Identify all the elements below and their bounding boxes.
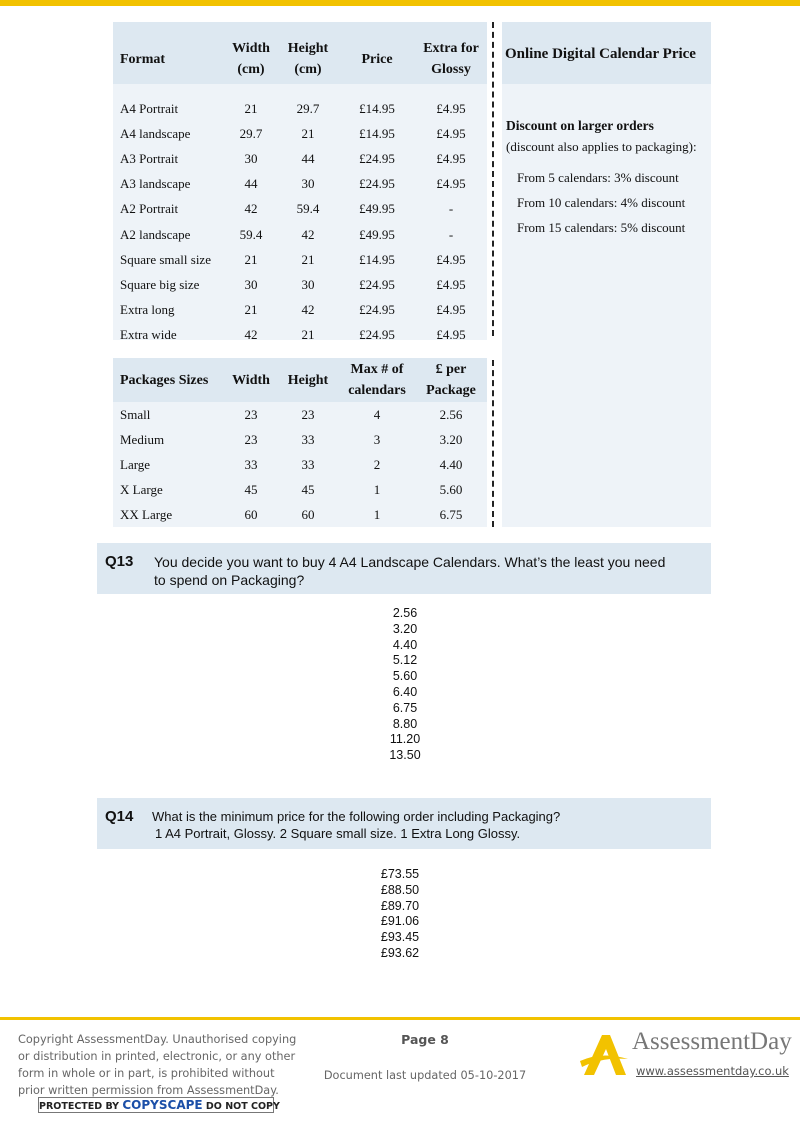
answer-option[interactable]: 2.56 [392, 606, 418, 620]
answer-option[interactable]: 5.12 [392, 653, 418, 668]
answer-option[interactable]: 5.60 [392, 669, 418, 684]
website-link[interactable]: www.assessmentday.co.uk [636, 1064, 789, 1078]
copyscape-badge[interactable]: PROTECTED BY COPYSCAPE DO NOT COPY [39, 1098, 280, 1112]
list-item: From 10 calendars: 4% discount [517, 195, 686, 210]
q13-answer-options [345, 606, 465, 764]
table-row: Medium 23 33 3 3.20 [120, 431, 463, 447]
packages-table [113, 358, 487, 528]
footer-accent-line [0, 1017, 800, 1020]
question-text: What is the minimum price for the following order including Packaging? 1 A4 Portrait, Glossy. 2 Square small size. 1 Extra Long Glossy. [152, 809, 561, 841]
table-row: Extra long 21 42 £24.95 £4.95 [120, 302, 466, 318]
table-row: Square big size 30 30 £24.95 £4.95 [120, 276, 466, 292]
page-number: Page 8 [401, 1032, 449, 1047]
col-format: Format [120, 51, 166, 67]
table-row: Extra wide 42 21 £24.95 £4.95 [120, 327, 466, 343]
answer-option[interactable]: £88.50 [380, 882, 420, 897]
list-item: From 15 calendars: 5% discount [517, 220, 686, 235]
copyright-notice: Copyright AssessmentDay. Unauthorised copying or distribution in printed, electronic, or any other form in whole or in part, is prohibited without prior written permission from AssessmentDay. [18, 1033, 297, 1097]
question-14-bar [97, 798, 711, 849]
col-width: Width (cm) [232, 41, 270, 77]
answer-option[interactable]: 6.40 [392, 684, 418, 699]
answer-option[interactable]: 4.40 [392, 637, 418, 652]
table-row: A3 Portrait 30 44 £24.95 £4.95 [120, 150, 466, 166]
table-row: Small 23 23 4 2.56 [120, 406, 463, 422]
answer-option[interactable]: 13.50 [389, 748, 421, 763]
table-row: XX Large 60 60 1 6.75 [120, 507, 463, 523]
table-row: A2 Portrait 42 59.4 £49.95 - [120, 201, 454, 217]
col-height: Height [287, 372, 329, 388]
divider-dashed-top [492, 22, 494, 336]
col-extra-glossy: Extra for Glossy [423, 41, 479, 77]
col-price: Price [361, 51, 393, 67]
answer-option[interactable]: £93.62 [380, 945, 420, 960]
table-row: A4 Portrait 21 29.7 £14.95 £4.95 [120, 100, 466, 116]
price-tables-panel [113, 22, 711, 527]
question-text: You decide you want to buy 4 A4 Landscape Calendars. What’s the least you need to spend on Packaging? [154, 554, 666, 588]
answer-option[interactable]: £91.06 [380, 914, 420, 929]
answer-option[interactable]: £89.70 [380, 898, 420, 913]
packages-header-row [113, 358, 487, 402]
col-price-per-package: £ per Package [426, 362, 476, 398]
last-updated: Document last updated 05-10-2017 [323, 1069, 527, 1082]
question-13-bar [97, 543, 711, 594]
table-row: Large 33 33 2 4.40 [120, 456, 463, 472]
online-price-title: Online Digital Calendar Price [505, 46, 696, 62]
answer-option[interactable]: £73.55 [380, 867, 420, 881]
formats-table [113, 34, 487, 348]
table-row: X Large 45 45 1 5.60 [120, 482, 463, 498]
table-row: A4 landscape 29.7 21 £14.95 £4.95 [120, 125, 466, 141]
question-number: Q14 [105, 808, 134, 825]
question-number: Q13 [105, 553, 134, 570]
list-item: From 5 calendars: 3% discount [517, 170, 679, 185]
divider-dashed-bottom [492, 360, 494, 527]
answer-option[interactable]: 8.80 [392, 716, 418, 731]
answer-option[interactable]: £93.45 [380, 930, 420, 945]
top-accent-bar [0, 0, 800, 6]
discount-title: Discount on larger orders [506, 118, 654, 133]
col-width: Width [232, 372, 270, 388]
table-row: A2 landscape 59.4 42 £49.95 - [120, 226, 454, 242]
discount-list [517, 170, 685, 245]
answer-option[interactable]: 6.75 [392, 700, 418, 715]
answer-option[interactable]: 3.20 [392, 621, 418, 636]
table-row: Square small size 21 21 £14.95 £4.95 [120, 251, 466, 267]
answer-option[interactable]: 11.20 [389, 732, 421, 747]
logo-wordmark: AssessmentDay [632, 1028, 792, 1055]
q14-answer-options [340, 867, 460, 962]
col-package-size: Packages Sizes [120, 372, 209, 388]
col-max-calendars: Max # of calendars [348, 362, 406, 398]
discount-note: (discount also applies to packaging): [506, 139, 697, 154]
formats-header-row [113, 34, 487, 84]
col-height: Height (cm) [287, 41, 329, 77]
table-row: A3 landscape 44 30 £24.95 £4.95 [120, 176, 466, 192]
assessmentday-logo-icon [578, 1031, 630, 1077]
